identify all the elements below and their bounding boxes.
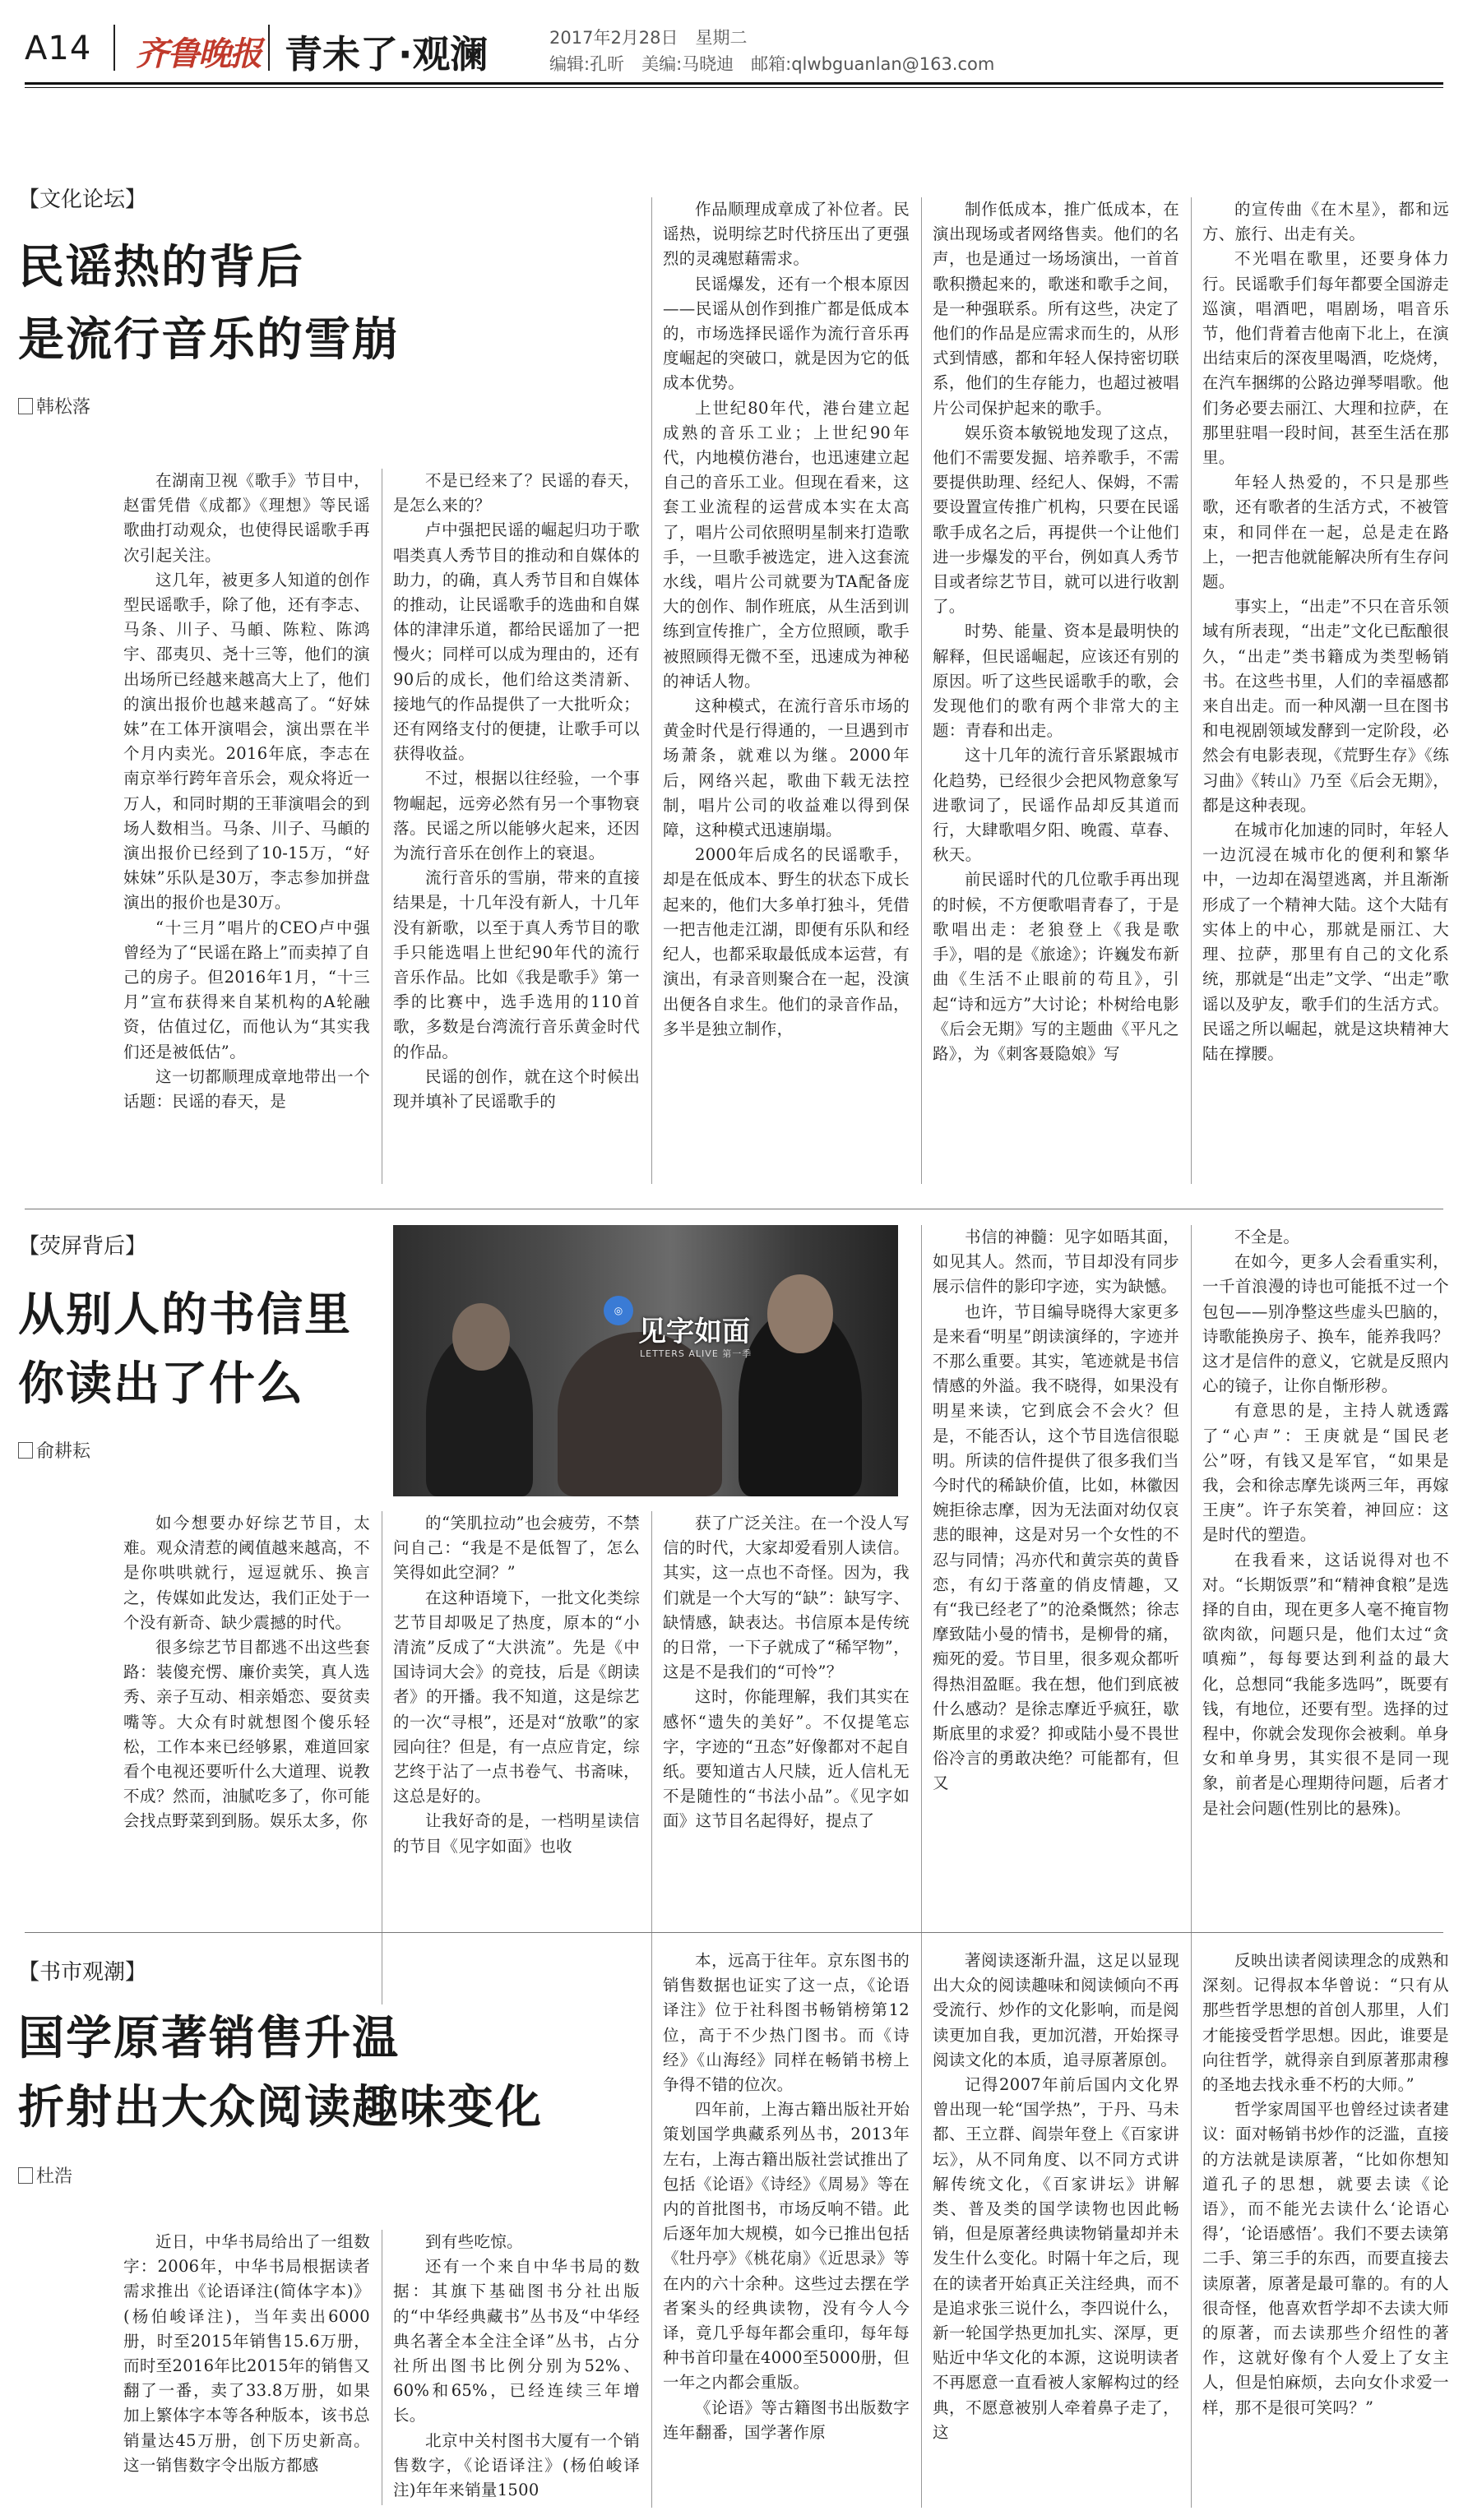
article-paragraph: 记得2007年前后国内文化界曾出现一轮“国学热”，于丹、马未都、王立群、阎崇年登上《百家讲坛》，从不同角度、以不同方式讲解传统文化，《百家讲坛》讲解类、普及类的国学读物也因此畅销，但是原著经典读物销量却并未发生什么变化。时隔十年之后，现在的读者开始真正关注经典，而不是追求张三说什么，李四说什么，新一轮国学热更加扎实、深厚，更贴近中华文化的本源，这说明读者不再愿意一直看被人家解构过的经典，不愿意被别人牵着鼻子走了，这 <box>933 2075 1179 2442</box>
article-paragraph: 娱乐资本敏锐地发现了这点，他们不需要发掘、培养歌手，不需要提供助理、经纪人、保姆，不需要设置宣传推广机构，只要在民谣歌手成名之后，再提供一个让他们进一步爆发的平台，例如真人秀节目或者综艺节目，就可以进行收割了。 <box>933 423 1179 617</box>
article-paragraph: 作品顺理成章成了补位者。民谣热，说明综艺时代挤压出了更强烈的灵魂慰藉需求。 <box>663 200 910 269</box>
article-paragraph: 这几年，被更多人知道的创作型民谣歌手，除了他，还有李志、马条、川子、马頔、陈粒、陈鸿宇、邵夷贝、尧十三等，他们的演出场所已经越来越高大上了，他们的演出报价也越来越高了。“好妹妹”在工体开演唱会，演出票在半个月内卖光。2016年底，李志在南京举行跨年音乐会，观众将近一万人，和同时期的王菲演唱会的到场人数相当。马条、川子、马頔的演出报价已经到了10-15万，“好妹妹”乐队是30万，李志参加拼盘演出的报价也是30万。 <box>123 570 370 913</box>
article-paragraph: 反映出读者阅读理念的成熟和深刻。记得叔本华曾说：“只有从那些哲学思想的首创人那里，人们才能接受哲学思想。因此，谁要是向往哲学，就得亲自到原著那肃穆的圣地去找永垂不朽的大师。” <box>1202 1951 1449 2095</box>
article-column <box>393 1511 640 2004</box>
article-paragraph: 这十几年的流行音乐紧跟城市化趋势，已经很少会把风物意象写进歌词了，民谣作品却反其道而行，大肆歌唱夕阳、晚霞、草春、秋天。 <box>933 746 1179 865</box>
article-column <box>663 1511 910 2004</box>
article-title-line1: 从别人的书信里 <box>18 1288 352 1342</box>
article-paragraph: 这一切都顺理成章地带出一个话题：民谣的春天，是 <box>123 1066 370 1112</box>
article-title-line2: 折射出大众阅读趣味变化 <box>18 2081 543 2134</box>
newspaper-logo: 齐鲁晚报 <box>136 35 261 73</box>
header-divider <box>268 25 270 71</box>
article-paragraph: 的“笑肌拉动”也会疲劳，不禁问自己：“我是不是低智了，怎么笑得如此空洞？” <box>393 1514 640 1583</box>
article-paragraph: 事实上，“出走”不只在音乐领域有所表现，“出走”文化已酝酿很久，“出走”类书籍成为类型畅销书。在这些书里，人们的幸福感都来自出走。而一种风潮一旦在图书和电视剧领域发酵到一定阶段，必然会有电影表现，《荒野生存》《练习曲》《转山》乃至《后会无期》，都是这种表现。 <box>1202 597 1449 815</box>
article-tag: 【文化论坛】 <box>18 187 147 212</box>
section-title: 青未了·观澜 <box>285 32 489 76</box>
article-paragraph: 年轻人热爱的，不只是那些歌，还有歌者的生活方式，不被管束，和同伴在一起，总是走在路上，一把吉他就能解决所有生存问题。 <box>1202 473 1449 592</box>
article-paragraph: 民谣的创作，就在这个时候出现并填补了民谣歌手的 <box>393 1066 640 1112</box>
article-paragraph: 在城市化加速的同时，年轻人一边沉浸在城市化的便利和繁华中，一边却在渴望逃离，并且渐渐形成了一个精神大陆。这个大陆有实体上的中心，那就是丽江、大理、拉萨，那里有自己的文化系统，那就是“出走”文学、“出走”歌谣以及驴友，歌手们的生活方式。民谣之所以崛起，就是这块精神大陆在撑腰。 <box>1202 821 1449 1063</box>
article-paragraph: 流行音乐的雪崩，带来的直接结果是，十几年没有新人，十几年没有新歌，以至于真人秀节目的歌手只能选唱上世纪90年代的流行音乐作品。比如《我是歌手》第一季的比赛中，选手选用的110首歌，多数是台湾流行音乐黄金时代的作品。 <box>393 868 640 1061</box>
section-rule <box>25 1932 1443 1933</box>
article-paragraph: 也许，节目编导晓得大家更多是来看“明星”朗读演绎的，字迹并不那么重要。其实，笔迹就是书信情感的外溢。我不晓得，如果没有明星来读，它到底会不会火？但是，不能否认，这个节目选信很聪明。所读的信件提供了很多我们当今时代的稀缺价值，比如，林徽因婉拒徐志摩，因为无法面对幼仅哀悲的眼神，这是对另一个女性的不忍与同情；冯亦代和黄宗英的黄昏恋，有幻于落童的俏皮情趣，又有“我已经老了”的沧桑慨然；徐志摩致陆小曼的情书，是柳骨的痛，痴死的爱。节目里，很多观众都听得热泪盈眶。我在想，他们到底被什么感动？是徐志摩近乎疯狂，歇斯底里的求爱？抑或陆小曼不畏世俗冷言的勇敢决绝？可能都有，但又 <box>933 1302 1179 1793</box>
article-paragraph: 这时，你能理解，我们其实在感怀“遗失的美好”。不仅提笔忘字，字迹的“丑态”好像都对不起自纸。要知道古人尺牍，近人信札无不是随性的“书法小品”。《见字如面》这节目名起得好，提点了 <box>663 1687 910 1831</box>
article-column <box>933 197 1179 1184</box>
header-rule <box>25 87 1443 88</box>
article-title-line1: 民谣热的背后 <box>18 241 304 294</box>
article-column <box>123 469 370 1184</box>
column-divider <box>651 1511 652 2004</box>
article-paragraph: 如今想要办好综艺节目，太难。观众清惹的阈值越来越高，不是你哄哄就行，逗逗就乐、换言之，传媒如此发达，我们正处于一个没有新奇、缺少震撼的时代。 <box>123 1514 370 1632</box>
page-number: A14 <box>25 30 92 67</box>
article-paragraph: 让我好奇的是，一档明星读信的节目《见字如面》也收 <box>393 1811 640 1856</box>
column-divider <box>1191 197 1192 1184</box>
column-divider <box>651 197 652 1184</box>
article-paragraph: 民谣爆发，还有一个根本原因——民谣从创作到推广都是低成本的，市场选择民谣作为流行音乐再度崛起的突破口，就是因为它的低成本优势。 <box>663 274 910 393</box>
article-paragraph: 制作低成本，推广低成本，在演出现场或者网络售卖。他们的名声，也是通过一场场演出，一首首歌积攒起来的，歌迷和歌手之间，是一种强联系。所有这些，决定了他们的作品是应需求而生的，从形式到情感，都和年轻人保持密切联系，他们的生存能力，也超过被唱片公司保护起来的歌手。 <box>933 200 1179 418</box>
article-paragraph: 前民谣时代的几位歌手再出现的时候，不方便歌唱青春了，于是歌唱出走：老狼登上《我是歌手》，唱的是《旅途》；许巍发布新曲《生活不止眼前的苟且》，引起“诗和远方”大讨论；朴树给电影《后会无期》写的主题曲《平凡之路》，为《刺客聂隐娘》写 <box>933 870 1179 1063</box>
column-divider <box>921 1225 922 2006</box>
article-paragraph: 在湖南卫视《歌手》节目中，赵雷凭借《成都》《理想》等民谣歌曲打动观众，也使得民谣歌手再次引起关注。 <box>123 471 370 565</box>
article-paragraph: 不全是。 <box>1234 1228 1300 1246</box>
show-logo-icon: ◎ <box>604 1296 633 1325</box>
article-paragraph: 在这种语境下，一批文化类综艺节目却吸足了热度，原本的“小清流”反成了“大洪流”。先是《中国诗词大会》的竞技，后是《朗读者》的开播。我不知道，这是综艺的一次“寻根”，还是对“放歌”的家园向往？但是，有一点应肯定，综艺终于沾了一点书卷气、书斋味，这总是好的。 <box>393 1588 640 1806</box>
column-divider <box>651 1949 652 2508</box>
photo-show-subtitle: LETTERS ALIVE 第一季 <box>640 1348 753 1359</box>
article-title-line2: 是流行音乐的雪崩 <box>18 313 400 367</box>
article-column <box>933 1225 1179 2006</box>
article-paragraph: 有意思的是，主持人就透露了“心声”：王庚就是“国民老公”呀，有钱又是军官，“如果是我，会和徐志摩先谈两三年，再嫁王庚”。许子东笑着，神回应：这是时代的塑造。 <box>1202 1401 1449 1545</box>
article-column <box>1202 1225 1449 2006</box>
article-column <box>663 197 910 1184</box>
article-column <box>393 2230 640 2505</box>
article-column <box>1202 1949 1449 2505</box>
article-paragraph: 卢中强把民谣的崛起归功于歌唱类真人秀节目的推动和自媒体的助力，的确，真人秀节目和自媒体的推动，让民谣歌手的选曲和自媒体的津津乐道，都给民谣加了一把慢火；同样可以成为理由的，还有90后的成长，他们给这类清新、接地气的作品提供了一大批听众；还有网络支付的便捷，让歌手可以获得收益。 <box>393 520 640 764</box>
article-paragraph: 《论语》等古籍图书出版数字连年翻番，国学著作原 <box>663 2397 910 2442</box>
article-paragraph: 还有一个来自中华书局的数据：其旗下基础图书分社出版的“中华经典藏书”丛书及“中华经典名著全本全注全译”丛书，占分社所出图书比例分别为52%、60%和65%，已经连续三年增长。 <box>393 2257 640 2425</box>
column-divider <box>921 1949 922 2508</box>
article-paragraph: 时势、能量、资本是最明快的解释，但民谣崛起，应该还有别的原因。听了这些民谣歌手的歌，会发现他们的歌有两个非常大的主题：青春和出走。 <box>933 622 1179 741</box>
article-tag: 【书市观潮】 <box>18 1960 147 1985</box>
article-author: 杜浩 <box>18 2162 72 2188</box>
article-paragraph: 在如今，更多人会看重实利，一千首浪漫的诗也可能抵不过一个包包——别净整这些虚头巴脑的，诗歌能换房子、换车，能养我吗？这才是信件的意义，它就是反照内心的镜子，让你自惭形秽。 <box>1202 1252 1449 1396</box>
article-paragraph: “十三月”唱片的CEO卢中强曾经为了“民谣在路上”而卖掉了自己的房子。但2016年1月，“十三月”宣布获得来自某机构的A轮融资，估值过亿，而他认为“其实我们还是被低估”。 <box>123 918 370 1061</box>
article-column <box>123 1511 370 2004</box>
column-divider <box>1191 1949 1192 2508</box>
header-rule <box>25 82 1443 85</box>
photo-show-title: 见字如面 <box>638 1315 750 1348</box>
article-paragraph: 不是已经来了？民谣的春天，是怎么来的？ <box>393 471 640 516</box>
header-date: 2017年2月28日 星期二 <box>549 28 748 48</box>
article-paragraph: 本，远高于往年。京东图书的销售数据也证实了这一点，《论语译注》位于社科图书畅销榜第12位，高于不少热门图书。而《诗经》《山海经》同样在畅销书榜上争得不错的位次。 <box>663 1951 910 2095</box>
article-paragraph: 北京中关村图书大厦有一个销售数字，《论语译注》(杨伯峻译注)年年来销量1500 <box>393 2430 640 2500</box>
article-column <box>663 1949 910 2505</box>
article-paragraph: 获了广泛关注。在一个没人写信的时代，大家却爱看别人读信。其实，这一点也不奇怪。因为，我们就是一个大写的“缺”：缺写字、缺情感，缺表达。书信原本是传统的日常，一下子就成了“稀罕物”，这是不是我们的“可怜”？ <box>663 1514 910 1682</box>
article-paragraph: 的宣传曲《在木星》，都和远方、旅行、出走有关。 <box>1202 200 1449 244</box>
column-divider <box>921 197 922 1184</box>
article-paragraph: 上世纪80年代，港台建立起成熟的音乐工业；上世纪90年代，内地模仿港台，也迅速建立起自己的音乐工业。但现在看来，这套工业流程的运营成本实在太高了，唱片公司依照明星制来打造歌手，一旦歌手被选定，进入这套流水线，唱片公司就要为TA配备庞大的创作、制作班底，从生活到训练到宣传推广，全方位照顾，歌手被照顾得无微不至，迅速成为神秘的神话人物。 <box>663 398 910 691</box>
article-author: 俞耕耘 <box>18 1437 90 1463</box>
header-editors: 编辑:孔昕 美编:马晓迪 邮箱:qlwbguanlan@163.com <box>549 54 995 74</box>
article-paragraph: 书信的神髓：见字如晤其面，如见其人。然而，节目却没有同步展示信件的影印字迹，实为缺憾。 <box>933 1228 1179 1297</box>
article-title-line1: 国学原著销售升温 <box>18 2012 400 2065</box>
column-divider <box>1191 1225 1192 2006</box>
article-column <box>393 469 640 1184</box>
article-paragraph: 著阅读逐渐升温，这足以显现出大众的阅读趣味和阅读倾向不再受流行、炒作的文化影响，而是阅读更加自我，更加沉潜，开始探寻阅读文化的本质，追寻原著原创。 <box>933 1951 1179 2069</box>
article-column <box>123 2230 370 2505</box>
header-divider <box>113 25 115 71</box>
tv-show-photo <box>393 1225 898 1496</box>
article-column <box>1202 197 1449 1184</box>
article-paragraph: 在我看来，这话说得对也不对。“长期饭票”和“精神食粮”是选择的自由，现在更多人毫不掩盲物欲肉欲，问题只是，他们太过“贪嗔痴”，每每要达到利益的最大化，总想同“我能多选吗”，既要有钱，有地位，还要有型。选择的过程中，你就会发现你会被剩。单身女和单身男，其实很不是同一现象，前者是心理期待问题，后者才是社会问题(性别比的悬殊)。 <box>1202 1550 1449 1818</box>
article-paragraph: 近日，中华书局给出了一组数字：2006年，中华书局根据读者需求推出《论语译注(简体字本)》(杨伯峻译注)，当年卖出6000册，时至2015年销售15.6万册，而时至2016年比2015年的销售又翻了一番，卖了33.8万册，如果加上繁体字本等各种版本，该书总销量达45万册，创下历史新高。这一销售数字令出版方都感 <box>123 2232 370 2475</box>
article-paragraph: 2000年后成名的民谣歌手，却是在低成本、野生的状态下成长起来的，他们大多单打独斗，凭借一把吉他走江湖，即便有乐队和经纪人，也都采取最低成本运营，有演出，有录音则聚合在一起，没演出便各自求生。他们的录音作品，多半是独立制作， <box>663 845 910 1038</box>
article-paragraph: 不光唱在歌里，还要身体力行。民谣歌手们每年都要全国游走巡演，唱酒吧，唱剧场，唱音乐节，他们背着吉他南下北上，在演出结束后的深夜里喝酒，吃烧烤，在汽车捆绑的公路边弹琴唱歌。他们务必要去丽江、大理和拉萨，在那里驻唱一段时间，甚至生活在那里。 <box>1202 249 1449 468</box>
article-title-line2: 你读出了什么 <box>18 1357 304 1411</box>
article-paragraph: 到有些吃惊。 <box>425 2232 523 2251</box>
article-paragraph: 这种模式，在流行音乐市场的黄金时代是行得通的，一旦遇到市场萧条，就难以为继。2000年后，网络兴起，歌曲下载无法控制，唱片公司的收益难以得到保障，这种模式迅速崩塌。 <box>663 696 910 840</box>
article-author: 韩松落 <box>18 393 90 418</box>
article-column <box>933 1949 1179 2505</box>
article-tag: 【荧屏背后】 <box>18 1234 147 1259</box>
article-paragraph: 很多综艺节目都逃不出这些套路：装傻充愣、廉价卖笑，真人选秀、亲子互动、相亲婚恋、耍贫卖嘴等。大众有时就想图个傻乐轻松，工作本来已经够累，难道回家看个电视还要听什么大道理、说教不成？然而，油腻吃多了，你可能会找点野菜到到肠。娱乐太多，你 <box>123 1638 370 1831</box>
article-paragraph: 不过，根据以往经验，一个事物崛起，远旁必然有另一个事物衰落。民谣之所以能够火起来，还因为流行音乐在创作上的衰退。 <box>393 769 640 863</box>
article-paragraph: 四年前，上海古籍出版社开始策划国学典藏系列丛书，2013年左右，上海古籍出版社尝试推出了包括《论语》《诗经》《周易》等在内的首批图书，市场反响不错。此后逐年加大规模，如今已推出包括《牡丹亭》《桃花扇》《近思录》等在内的六十余种。这些过去摆在学者案头的经典读物，没有今人今译，竟几乎每年都会重印，每年每种书首印量在4000至5000册，但一年之内都会重版。 <box>663 2100 910 2393</box>
article-paragraph: 哲学家周国平也曾经过读者建议：面对畅销书炒作的泛滥，直接的方法就是读原著，“比如你想知道孔子的思想，就要去读《论语》，而不能光去读什么‘论语心得’，‘论语感悟’。我们不要去读第二手、第三手的东西，而要直接去读原著，原著是最可靠的。有的人很奇怪，他喜欢哲学却不去读大师的原著，而去读那些介绍性的著作，这就好像有个人爱上了女主人，但是怕麻烦，去向女仆求爱一样，那不是很可笑吗？” <box>1202 2100 1449 2417</box>
